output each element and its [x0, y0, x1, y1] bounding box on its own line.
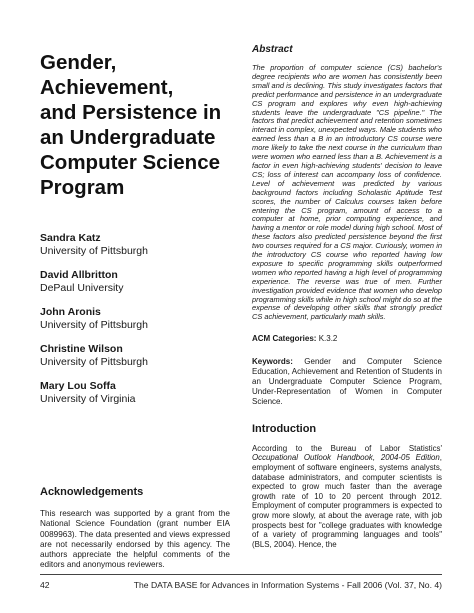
introduction-heading: Introduction	[252, 422, 317, 435]
author-affiliation: University of Pittsburgh	[40, 318, 148, 331]
author-block	[40, 269, 230, 294]
abstract-heading: Abstract	[252, 44, 293, 55]
author-affiliation: DePaul University	[40, 281, 124, 294]
title-line: and Persistence in	[40, 101, 222, 124]
title-line: Achievement,	[40, 76, 174, 99]
page-number: 42	[40, 580, 50, 590]
keywords-label: Keywords:	[252, 357, 293, 367]
introduction-text	[252, 444, 442, 550]
title-line: an Undergraduate	[40, 126, 216, 149]
author-name: Christine Wilson	[40, 343, 123, 355]
author-affiliation: University of Pittsburgh	[40, 244, 148, 257]
author-list	[40, 232, 230, 405]
intro-text-italic: Occupational Outlook Handbook, 2004-05 Edition	[252, 453, 440, 463]
author-block	[40, 306, 230, 331]
footer-rule	[40, 574, 442, 575]
right-column	[252, 44, 442, 549]
author-block	[40, 343, 230, 368]
acm-label: ACM Categories:	[252, 334, 317, 344]
intro-text-part: According to the Bureau of Labor Statistics'	[252, 443, 442, 453]
title-line: Gender,	[40, 51, 117, 74]
title-line: Computer Science	[40, 151, 220, 174]
acm-value: K.3.2	[318, 334, 338, 344]
journal-footer: The DATA BASE for Advances in Information Systems - Fall 2006 (Vol. 37, No. 4)	[133, 580, 442, 590]
intro-text-part: , employment of software engineers, systems analysts, database administrators, and computer scientists is expected to grow much faster than the average growth rate of 10 to 20 percent through 2012. Employment of computer programmers is expected to grow more slowly, at about the average rate, with job prospects best for "college graduates with knowledge of a variety of programming languages and tools" (BLS, 2004). Hence, the	[252, 453, 442, 549]
acknowledgements-text: This research was supported by a grant from the National Science Foundation (grant number EIA 0089963). The data presented and views expressed are not necessarily endorsed by this agency. The authors appreciate the helpful comments of the editors and anonymous reviewers.	[40, 509, 230, 570]
abstract-text: The proportion of computer science (CS) bachelor's degree recipients who are women has consistently been small and is declining. This study investigates factors that predict performance and persistence in an undergraduate CS program and explores why even high-achieving students leave the undergraduate "CS pipeline." The factors that predict achievement and retention sometimes interact in complex, unexpected ways. Male students who earned less than a B in an introductory CS course were more likely to take the next course in the curriculum than were women who earned less than a B. Achievement is a factor in even high-achieving students' decision to leave CS; loss of interest can accompany loss of confidence. Level of achievement was predicted by various background factors including Scholastic Aptitude Test scores, the number of Calculus courses taken before entering the CS program, amount of access to a computer at home, prior computing experience, and having a mentor or role model during high school. Most of these factors also predicted persistence beyond the first two courses required for a CS major. Curiously, women in the introductory CS course who reported having low exposure to specific programming skills outperformed women who reported having a high level of programming experience. The reverse was true of men. Further investigation provided evidence that women who develop programming skills while in high school might do so at the expense of developing other skills that strongly predict CS achievement, particularly math skills.	[252, 63, 442, 322]
acknowledgements-heading: Acknowledgements	[40, 486, 144, 498]
author-block	[40, 380, 230, 405]
author-name: David Allbritton	[40, 269, 118, 281]
author-affiliation: University of Virginia	[40, 392, 136, 405]
left-column	[40, 50, 230, 417]
keywords-value: Gender and Computer Science Education, Achievement and Retention of Students in an Undergraduate Computer Science Program, Under-Representation of Women in Computer Science.	[252, 357, 442, 406]
author-name: Mary Lou Soffa	[40, 380, 116, 392]
author-block	[40, 232, 230, 257]
author-name: Sandra Katz	[40, 232, 101, 244]
acknowledgements-section	[40, 486, 230, 571]
keywords	[252, 357, 442, 407]
paper-title	[40, 50, 230, 200]
title-line: Program	[40, 176, 125, 199]
author-affiliation: University of Pittsburgh	[40, 355, 148, 368]
acm-categories	[252, 334, 442, 344]
author-name: John Aronis	[40, 306, 101, 318]
